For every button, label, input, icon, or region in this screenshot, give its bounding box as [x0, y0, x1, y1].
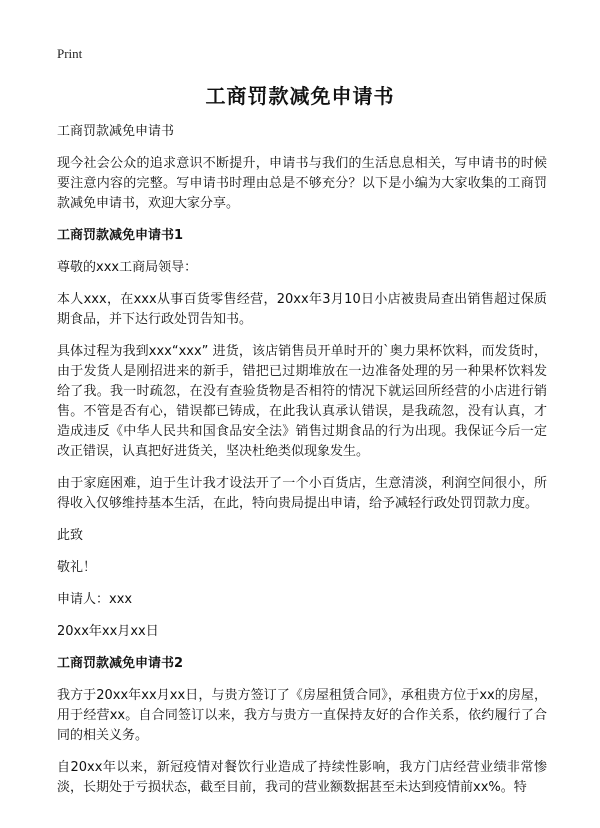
section2-paragraph-2: 自20xx年以来，新冠疫情对餐饮行业造成了持续性影响，我方门店经营业绩非常惨淡，长期处于亏损状态，截至目前，我司的营业额数据甚至未达到疫情前xx%。特: [57, 760, 547, 795]
section2-paragraph-1: 我方于20xx年xx月xx日，与贵方签订了《房屋租赁合同》，承租贵方位于xx的房屋，用于经营xx。自合同签订以来，我方与贵方一直保持友好的合作关系，依约履行了合同的相关义务。: [57, 688, 547, 743]
salutation: 尊敬的xxx工商局领导：: [57, 260, 198, 275]
date-line: 20xx年xx月xx日: [57, 624, 159, 639]
document-body: [57, 122, 547, 810]
section1-paragraph-2: 具体过程为我到xxx“xxx” 进货，该店销售员开单时开的`奥力果杯饮料，而发货时，由于发货人是刚招进来的新手，错把已过期堆放在一边准备处理的另一种果杯饮料发给了我。我一时疏忽，在没有查验货物是否相符的情况下就运回所经营的小店进行销售。不管是否有心，错误都已铸成，在此我认真承认错误，是我疏忽，没有认真，才造成违反《中华人民共和国食品安全法》销售过期食品的行为出现。我保证今后一定改正错误，认真把好进货关，坚决杜绝类似现象发生。: [57, 344, 547, 459]
document-subtitle: 工商罚款减免申请书: [57, 124, 175, 139]
closing-line-1: 此致: [57, 528, 84, 543]
print-link[interactable]: Print: [57, 46, 83, 61]
closing-line-2: 敬礼！: [57, 560, 97, 575]
section1-paragraph-1: 本人xxx，在xxx从事百货零售经营，20xx年3月10日小店被贵局查出销售超过保质期食品，并下达行政处罚告知书。: [57, 292, 547, 327]
intro-paragraph: 现今社会公众的追求意识不断提升，申请书与我们的生活息息相关，写申请书的时候要注意内容的完整。写申请书时理由总是不够充分？以下是小编为大家收集的工商罚款减免申请书，欢迎大家分享。: [57, 156, 547, 211]
section-heading-1: 工商罚款减免申请书1: [57, 228, 184, 243]
section1-paragraph-3: 由于家庭困难，迫于生计我才设法开了一个小百货店，生意清淡，利润空间很小，所得收入仅够维持基本生活，在此，特向贵局提出申请，给予减轻行政处罚罚款力度。: [57, 476, 547, 511]
page-title: 工商罚款减免申请书: [205, 84, 395, 108]
applicant-line: 申请人：xxx: [57, 592, 133, 607]
section-heading-2: 工商罚款减免申请书2: [57, 656, 184, 671]
